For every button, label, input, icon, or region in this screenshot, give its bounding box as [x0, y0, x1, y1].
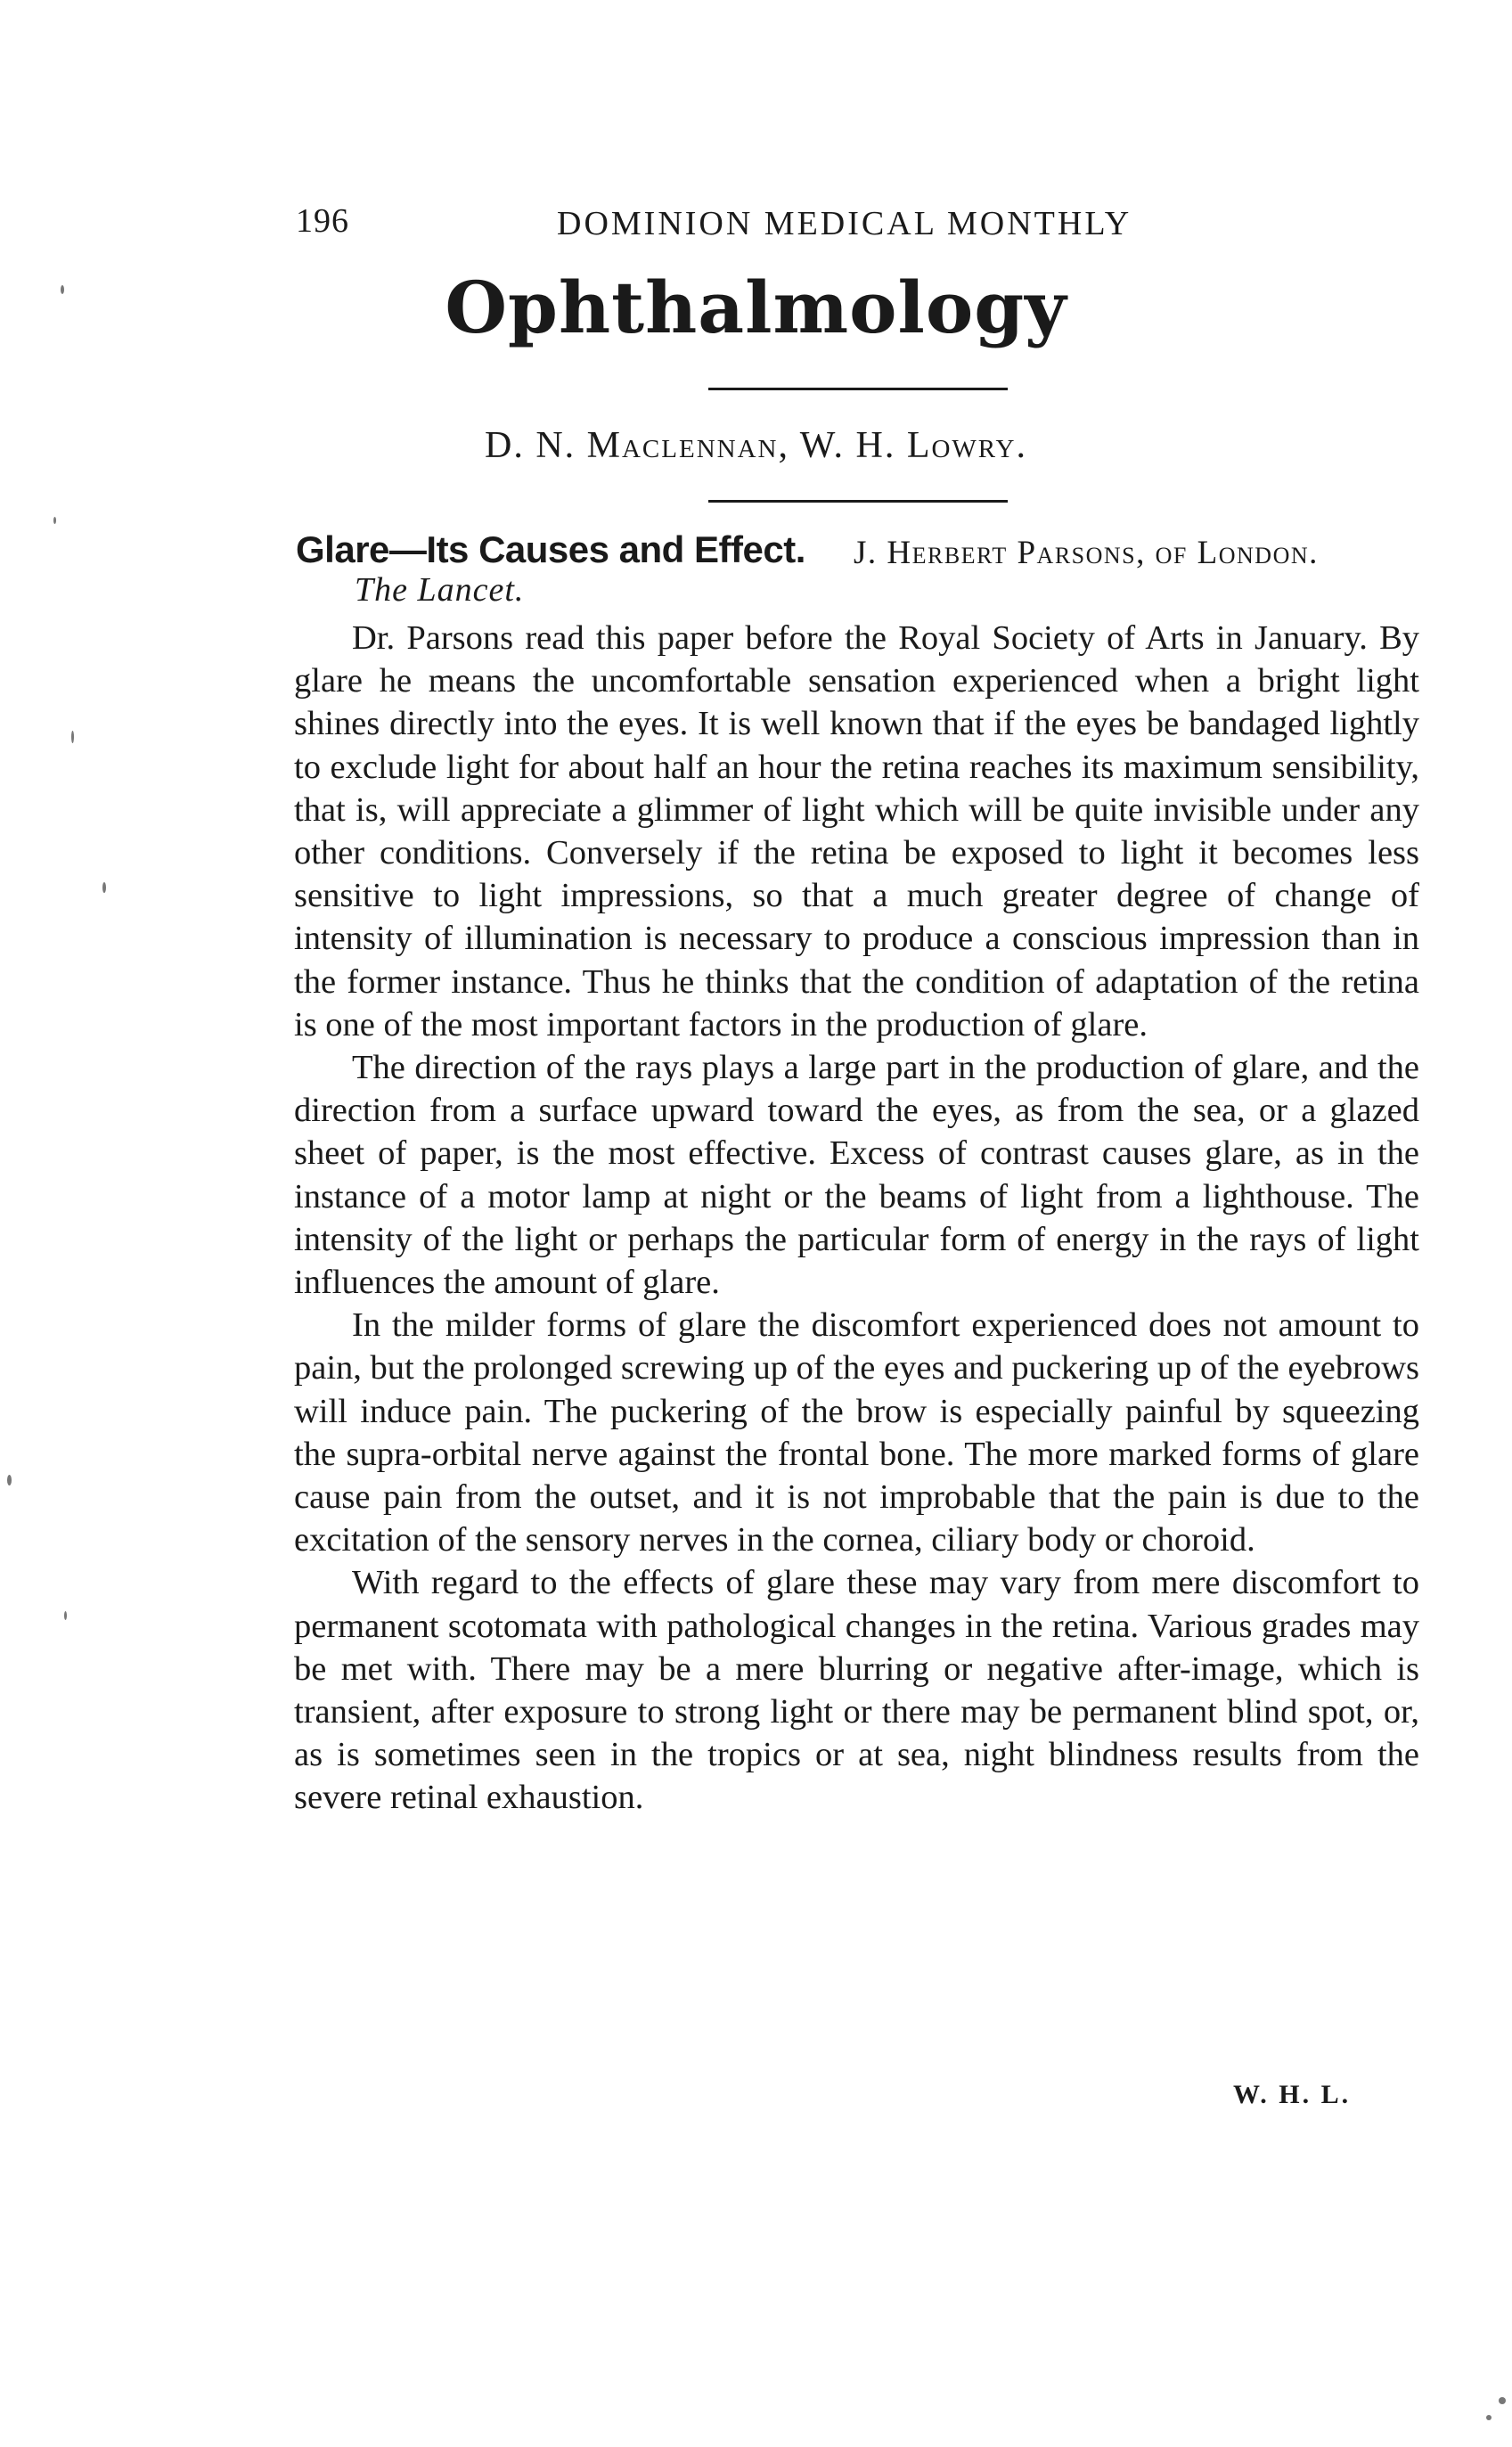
- article-body: [294, 617, 1419, 1820]
- paragraph-2: The direction of the rays plays a large part in the production of glare, and the direction from a surface upward toward the eyes, as from the sea, or a glazed sheet of paper, is the most effective. Excess of contrast causes glare, as in the instance of a motor lamp at night or the beams of light from a lighthouse. The intensity of the light or perhaps the particular form of energy in the rays of light influences the amount of glare.: [294, 1049, 1419, 1302]
- page-number: 196: [296, 202, 349, 240]
- paragraph-3: In the milder forms of glare the discomfort experienced does not amount to pain, but the prolonged screwing up of the eyes and puckering up of the eyebrows will induce pain. The puckering of the brow is especially painful by squeezing the supra-orbital nerve against the frontal bone. The more marked forms of glare cause pain from the outset, and it is not improbable that the pain is due to the excitation of the sensory nerves in the cornea, ciliary body or choroid.: [294, 1306, 1419, 1559]
- scan-speck: [102, 882, 106, 893]
- scan-speck: [1486, 2415, 1492, 2420]
- running-head: DOMINION MEDICAL MONTHLY: [557, 205, 1132, 242]
- paragraph-1: Dr. Parsons read this paper before the Royal Society of Arts in January. By glare he means the uncomfortable sensation experienced when a bright light shines directly into the eyes. It is well known that if the eyes be bandaged lightly to exclude light for about half an hour the retina reaches its maximum sensibility, that is, will appreciate a glimmer of light which will be quite invisible under any other conditions. Conversely if the retina be exposed to light it becomes less sensitive to light impressions, so that a much greater degree of change of intensity of illumination is necessary to produce a conscious impression than in the former instance. Thus he thinks that the condition of adaptation of the retina is one of the most important factors in the production of glare.: [294, 619, 1419, 1043]
- scan-speck: [7, 1475, 12, 1485]
- section-title: Ophthalmology: [445, 266, 1067, 349]
- scan-speck: [61, 285, 64, 294]
- article-source: The Lancet.: [355, 571, 525, 609]
- paragraph-4: With regard to the effects of glare these may vary from mere discomfort to permanent scotomata with pathological changes in the retina. Various grades may be met with. There may be a mere blurring or negative after-image, which is transient, after exposure to strong light or there may be permanent blind spot, or, as is sometimes seen in the tropics or at sea, night blindness results from the severe retinal exhaustion.: [294, 1564, 1419, 1817]
- scan-speck: [71, 731, 74, 743]
- scan-speck: [53, 517, 56, 524]
- signature: W. H. L.: [1233, 2080, 1352, 2109]
- divider-rule-bottom: [708, 500, 1008, 503]
- article-title: Glare—Its Causes and Effect.: [296, 528, 805, 570]
- divider-rule-top: [708, 388, 1008, 390]
- article-author: J. Herbert Parsons, of London.: [854, 535, 1319, 571]
- scan-speck: [64, 1611, 67, 1620]
- scan-speck: [1499, 2397, 1506, 2404]
- section-editors: [0, 424, 1512, 467]
- article-heading: [296, 528, 1423, 571]
- editors-text: D. N. Maclennan, W. H. Lowry.: [484, 425, 1027, 466]
